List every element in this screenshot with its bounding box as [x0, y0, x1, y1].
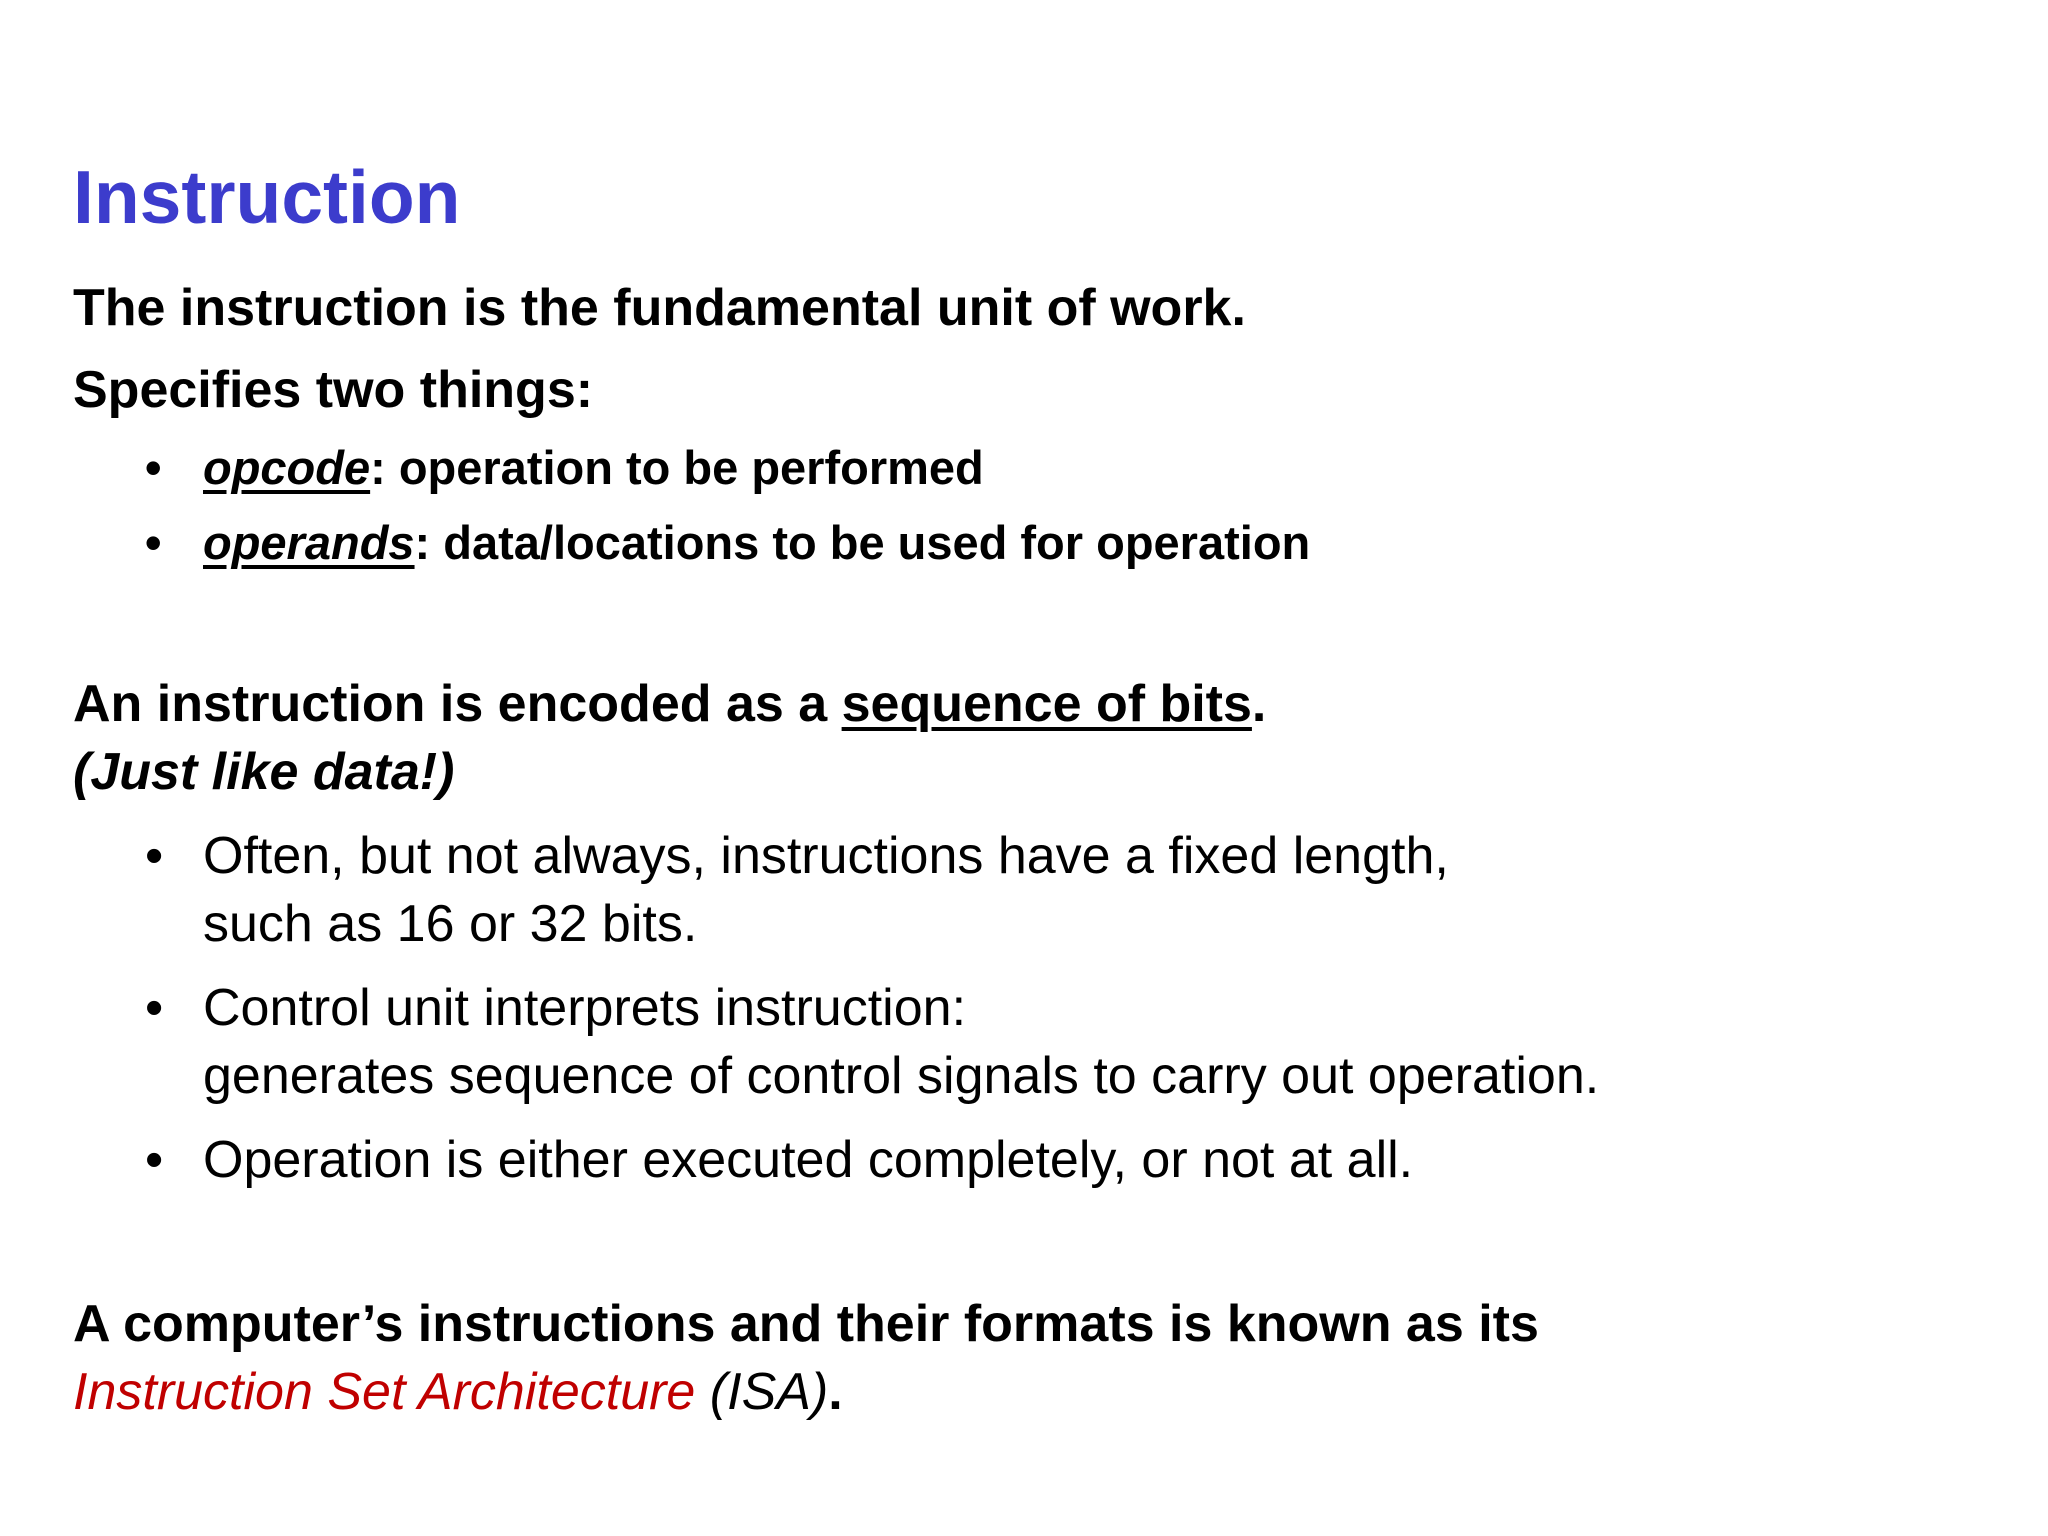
intro-line-2: Specifies two things:: [73, 361, 594, 419]
details-list: [145, 822, 1599, 1194]
operands-description: : data/locations to be used for operation: [414, 516, 1311, 569]
bullet-icon: •: [145, 979, 164, 1037]
encoding-suffix: .: [1251, 675, 1267, 733]
detail-line: Operation is either executed completely, or not at all.: [203, 1131, 1414, 1189]
bullet-icon: •: [145, 827, 164, 885]
isa-line-1: A computer’s instructions and their formats is known as its: [73, 1295, 1539, 1353]
isa-term: Instruction Set Architecture: [73, 1363, 696, 1421]
list-item-control-unit: [145, 974, 1599, 1110]
term-opcode: opcode: [203, 441, 371, 494]
detail-line: generates sequence of control signals to carry out operation.: [203, 1047, 1600, 1105]
list-item-atomic: [145, 1126, 1599, 1194]
isa-abbr: (ISA): [695, 1363, 829, 1421]
isa-line-2: [73, 1358, 843, 1426]
intro-line-1: The instruction is the fundamental unit of work.: [73, 279, 1246, 337]
encoding-prefix: An instruction is encoded as a: [73, 675, 842, 733]
opcode-description: : operation to be performed: [370, 441, 984, 494]
encoding-aside: (Just like data!): [73, 743, 455, 801]
bullet-icon: •: [145, 1131, 164, 1189]
detail-line: Control unit interprets instruction:: [203, 979, 967, 1037]
detail-line: Often, but not always, instructions have a fixed length,: [203, 827, 1449, 885]
list-item-operands: [145, 513, 1310, 573]
encoding-underlined: sequence of bits: [841, 675, 1252, 733]
bullet-icon: •: [145, 516, 162, 569]
term-operands: operands: [203, 516, 415, 569]
slide-title: Instruction: [73, 155, 461, 239]
things-list: [145, 438, 1310, 573]
detail-line: such as 16 or 32 bits.: [203, 895, 698, 953]
list-item-fixed-length: [145, 822, 1599, 958]
bullet-icon: •: [145, 441, 162, 494]
list-item-opcode: [145, 438, 1310, 513]
isa-end: .: [828, 1363, 843, 1421]
encoding-statement: [73, 670, 1266, 738]
